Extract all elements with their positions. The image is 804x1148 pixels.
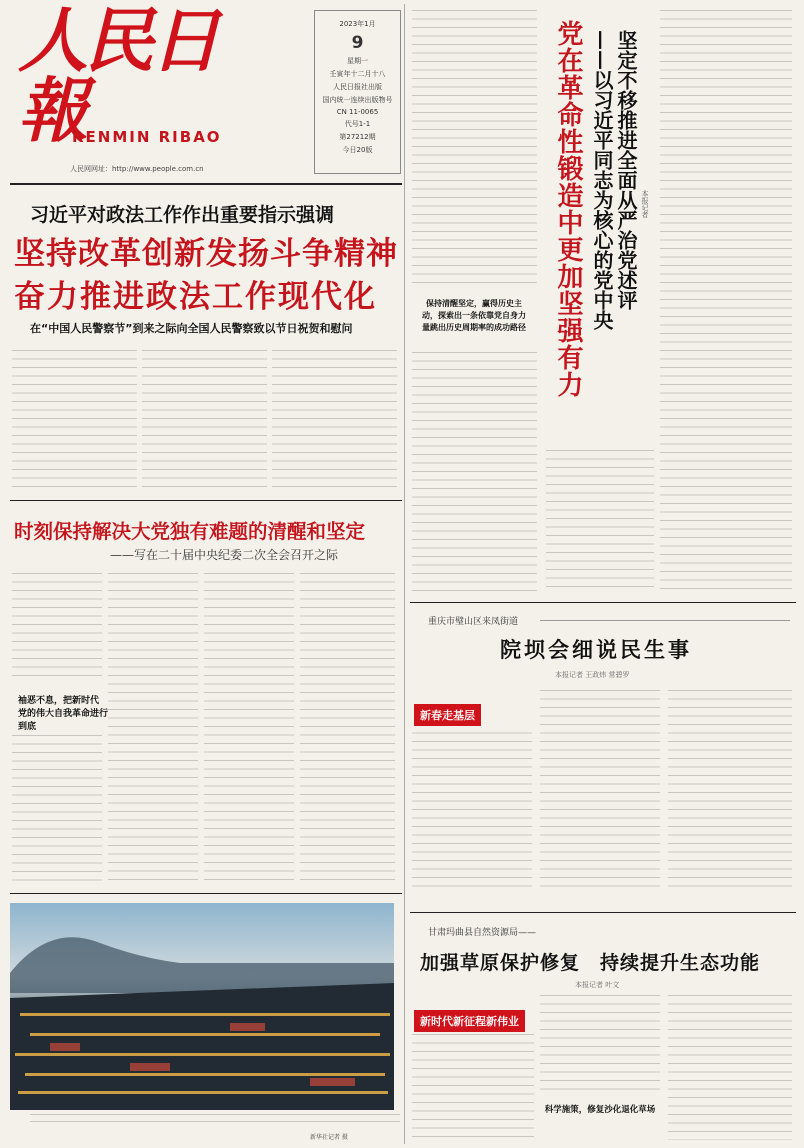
- commentary-body-col-2: [412, 352, 537, 592]
- gansu-body-col-2: [540, 995, 660, 1093]
- feature-subhead: ——写在二十届中央纪委二次全会召开之际: [110, 548, 339, 562]
- masthead-url: 人民网网址：http://www.people.com.cn: [70, 165, 204, 173]
- port-photo: [10, 903, 394, 1110]
- feature-inline-head-1: 袖恶不息，把新时代: [18, 696, 100, 706]
- feature-body-col-4: [300, 573, 395, 885]
- photo-caption-text: [30, 1114, 400, 1128]
- lead-body-col-1: [12, 350, 137, 492]
- gansu-headline: 加强草原保护修复 持续提升生态功能: [420, 952, 761, 974]
- publisher: 人民日报社出版: [333, 83, 382, 91]
- date-day: 9: [351, 33, 364, 53]
- chongqing-kicker: 重庆市璧山区来凤街道: [428, 617, 519, 627]
- gansu-body-col-3: [668, 995, 792, 1140]
- gansu-subsection: 科学施策，修复沙化退化草场: [544, 1105, 656, 1115]
- feature-body-col-1: [12, 573, 102, 683]
- gansu-tag: 新时代新征程新伟业: [414, 1010, 525, 1032]
- commentary-section-head: 保持清醒坚定，赢得历史主动，探索出一条依靠党自身力量跳出历史周期率的成功路径: [422, 299, 526, 332]
- feature-body-col-1b: [12, 735, 102, 885]
- chongqing-byline: 本报记者 王政炜 常碧罗: [555, 671, 630, 679]
- date-box: [314, 10, 401, 174]
- commentary-body-col-4: [660, 10, 792, 592]
- lead-kicker: 习近平对政法工作作出重要指示强调: [30, 204, 335, 226]
- chongqing-kicker-rule: [540, 620, 790, 621]
- masthead-roman-title: RENMIN RIBAO: [72, 128, 222, 146]
- commentary-body-col-3: [546, 450, 654, 592]
- edition-number: 第27212期: [339, 133, 376, 141]
- commentary-body-col-1: [412, 10, 537, 290]
- feature-body-col-3: [204, 573, 294, 885]
- commentary-red-vertical: 党在革命性锻造中更加坚强有力: [553, 20, 583, 398]
- chongqing-body-col-2: [540, 690, 660, 890]
- lead-subhead: 在“中国人民警察节”到来之际向全国人民警察致以节日祝贺和慰问: [30, 322, 353, 335]
- lead-body-col-2: [142, 350, 267, 492]
- feature-inline-head-2: 党的伟大自我革命进行: [18, 709, 109, 719]
- chongqing-tag: 新春走基层: [414, 704, 481, 726]
- masthead-logo: 人民日報: [18, 0, 216, 152]
- chongqing-headline: 院坝会细说民生事: [500, 638, 692, 662]
- feature-body-col-2: [108, 573, 198, 885]
- masthead-rule: [10, 183, 402, 185]
- lead-headline-line2: 奋力推进政法工作现代化: [14, 279, 377, 315]
- gansu-kicker: 甘肃玛曲县自然资源局——: [428, 928, 537, 938]
- page-count: 今日20版: [342, 146, 373, 154]
- column-divider: [404, 4, 405, 1144]
- date-month: 2023年1月: [339, 20, 376, 28]
- gansu-byline: 本报记者 叶文: [575, 981, 620, 989]
- port-photo-illustration: [10, 903, 394, 1110]
- feature-rule: [10, 893, 402, 894]
- lead-headline-line1: 坚持改革创新发扬斗争精神: [14, 236, 398, 272]
- gansu-body-col-1: [412, 1034, 534, 1140]
- chongqing-rule: [410, 912, 796, 913]
- commentary-black-vertical-2: ——以习近平同志为核心的党中央: [590, 30, 614, 330]
- lead-body-col-3: [272, 350, 397, 492]
- commentary-rule: [410, 602, 796, 603]
- commentary-black-vertical-1: 坚定不移推进全面从严治党述评: [614, 30, 638, 310]
- cn-code: 国内统一连续出版物号: [322, 96, 393, 104]
- commentary-byline: 本报记者: [641, 190, 649, 218]
- chongqing-body-col-3: [668, 690, 792, 890]
- lead-rule: [10, 500, 402, 501]
- cn-number: CN 11-0065: [336, 108, 379, 116]
- date-lunar: 壬寅年十二月十八: [329, 70, 386, 78]
- date-weekday: 星期一: [347, 57, 368, 65]
- feature-headline: 时刻保持解决大党独有难题的清醒和坚定: [14, 520, 366, 543]
- photo-caption: 新华社记者 摄: [310, 1134, 348, 1141]
- feature-inline-head-3: 到底: [18, 722, 37, 732]
- issue-code: 代号1-1: [344, 120, 371, 128]
